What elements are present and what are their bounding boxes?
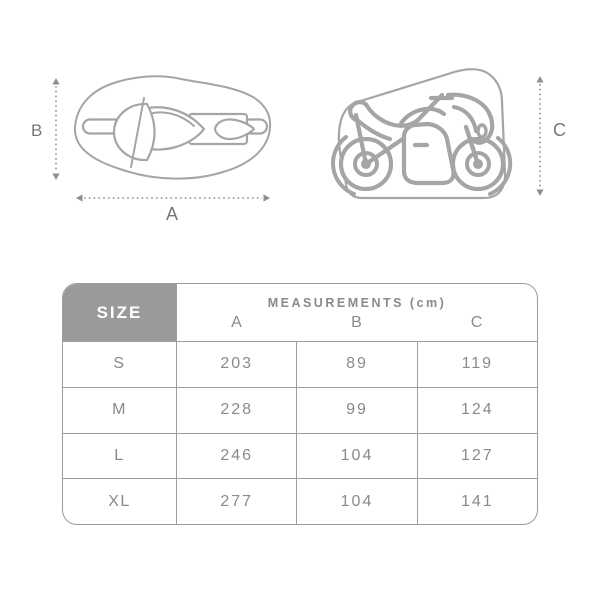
column-header-c: C bbox=[470, 313, 484, 331]
row-m-size: M bbox=[63, 387, 176, 433]
motorcycle-cover-top-view-icon bbox=[73, 70, 273, 185]
width-arrow-a-icon bbox=[76, 192, 270, 204]
row-s-a: 203 bbox=[176, 341, 296, 387]
row-xl-c: 141 bbox=[417, 478, 537, 524]
row-s-b: 89 bbox=[296, 341, 416, 387]
row-l-size: L bbox=[63, 433, 176, 479]
measurements-table bbox=[62, 283, 538, 525]
row-xl-size: XL bbox=[63, 478, 176, 524]
dimension-label-c: C bbox=[553, 120, 566, 140]
row-l-b: 104 bbox=[296, 433, 416, 479]
row-m-b: 99 bbox=[296, 387, 416, 433]
row-m-a: 228 bbox=[176, 387, 296, 433]
row-l-c: 127 bbox=[417, 433, 537, 479]
row-s-size: S bbox=[63, 341, 176, 387]
row-m-c: 124 bbox=[417, 387, 537, 433]
measurement-column-labels bbox=[177, 314, 537, 332]
height-arrow-b-icon bbox=[50, 78, 62, 180]
size-column-header: SIZE bbox=[63, 284, 176, 341]
dimension-label-b: B bbox=[31, 121, 43, 140]
measurements-header-group bbox=[176, 284, 537, 341]
dimension-label-a: A bbox=[166, 204, 179, 224]
column-header-a: A bbox=[231, 313, 243, 331]
height-arrow-c-icon bbox=[534, 76, 546, 196]
measurements-title: MEASUREMENTS (cm) bbox=[267, 295, 447, 310]
row-xl-a: 277 bbox=[176, 478, 296, 524]
row-xl-b: 104 bbox=[296, 478, 416, 524]
row-s-c: 119 bbox=[417, 341, 537, 387]
column-header-b: B bbox=[351, 313, 363, 331]
motorcycle-cover-side-view-icon bbox=[330, 65, 530, 205]
row-l-a: 246 bbox=[176, 433, 296, 479]
